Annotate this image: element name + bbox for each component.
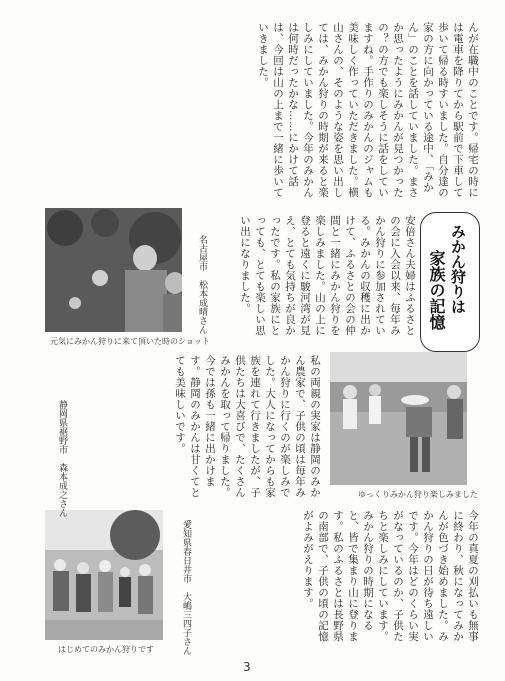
photo3-caption: はじめてのみかん狩りです bbox=[58, 645, 154, 654]
photo-couple-orchard bbox=[45, 208, 182, 332]
photo1-caption: 元気にみかん狩りに来て頂いた時のショット bbox=[50, 337, 210, 346]
photo-first-harvest-image bbox=[45, 510, 163, 640]
author-matsumoto: 名古屋市 松本成晴さん bbox=[197, 235, 207, 334]
title-line1: みかん狩りは bbox=[449, 224, 467, 314]
author-morimoto: 静岡県裾野市 森本成之さん bbox=[57, 400, 67, 517]
article-summer-text: 今年の真夏の刈払いも無事に終わり、秋になってみかんが色づき始めました。みかん狩りの日が待ち遠しいです。今年はどのくらい実がなっているのか、子供たちと楽しみにしています。みかん狩りの時期になると、皆で集まり山に登ります。私のふるさとは長野県の南部で、子供の頃の記憶がよみがえります。 bbox=[302, 510, 479, 642]
photo2-caption: ゆっくりみかん狩り楽しみました bbox=[358, 490, 478, 499]
photo-harvest-group bbox=[330, 352, 467, 485]
title-line2: 家族の記憶 bbox=[427, 250, 446, 330]
photo-first-harvest bbox=[45, 510, 163, 640]
page-number: 3 bbox=[243, 660, 251, 674]
article-shizuoka-text: 私の両親の実家は静岡のみかん農家で、子供の頃は毎年みかん狩りに行くのが楽しみでした。大人になってからも家族を連れて行きましたが、子供たちは大喜びで、たくさんみかんを取って帰りました。今では孫も一緒に出かけます。静岡のみかんは甘くてとても美味しいです。 bbox=[174, 355, 321, 498]
photo-harvest-group-image bbox=[330, 352, 467, 485]
article-couple-text: 安倍さん夫婦はふるさとの会に入会以来、毎年みかん狩りに参加されている。みかんの収穫に出かけて、ふるさとの会の仲間と一緒にみかん狩りを楽しみました。山の上に登ると遠くに駿河湾が見え、とても気持ちが良かったです。私の家族にとっても、とても楽しい思い出になりました。 bbox=[239, 215, 416, 336]
photo-couple-orchard-image bbox=[45, 208, 182, 332]
article-intro-text: んが在職中のことです。帰宅の時には電車を降りてから駅前で下車して歩いて帰る時すいました。自分達の家の方に向かっている途中、「みかん」のことを話していました。まさか思ったようにみかんが見つかったの？の方でも楽しそうに話をしていますね。手作りのみかんのジャムも美味しく作っていただきました。横山さんの、そのような姿を思い出しては、みかん狩りの時期が来ると楽しみにしていました。今年のみかんは何時だったかな……にかけて話は、今回は山の上まで一緒に歩いていきました。 bbox=[257, 22, 479, 198]
author-oshima: 愛知県春日井市 大嶋三四子さん bbox=[181, 520, 191, 655]
